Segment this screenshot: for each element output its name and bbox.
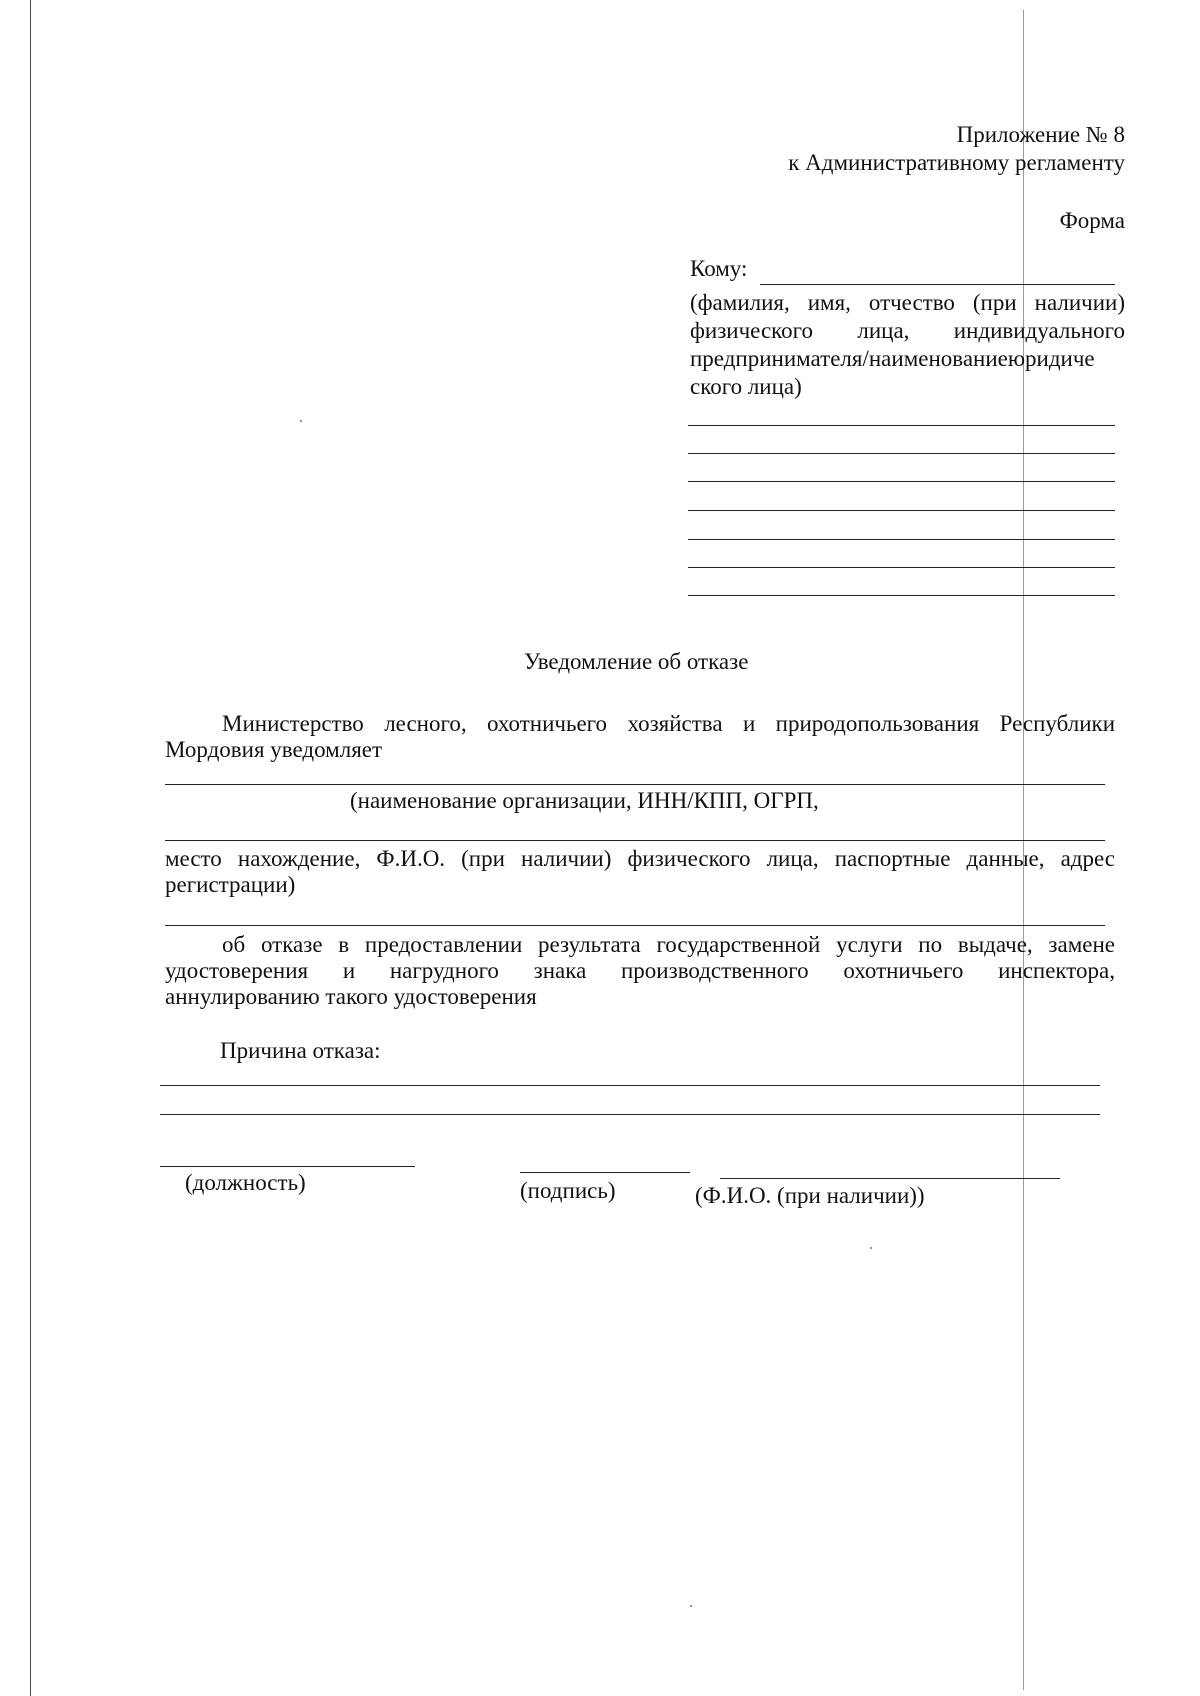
appendix-number: Приложение № 8 bbox=[956, 122, 1125, 147]
refusal-line2: удостоверения и нагрудного знака производственного охотничьего инспектора, bbox=[165, 958, 1115, 983]
recipient-hint-line4: ского лица) bbox=[690, 374, 802, 399]
recipient-address-line[interactable] bbox=[688, 567, 1115, 568]
form-label: Форма bbox=[1059, 208, 1125, 233]
recipient-address-line[interactable] bbox=[688, 539, 1115, 540]
notice-title: Уведомление об отказе bbox=[524, 649, 749, 674]
recipient-address-line[interactable] bbox=[688, 425, 1115, 426]
scan-speck bbox=[870, 1247, 872, 1249]
reason-line[interactable] bbox=[160, 1085, 1100, 1086]
refusal-line1: об отказе в предоставлении результата государственной услуги по выдаче, замене bbox=[222, 932, 1115, 957]
recipient-name-line[interactable] bbox=[760, 284, 1115, 285]
recipient-hint-line2: физического лица, индивидуального bbox=[690, 318, 1125, 343]
recipient-address-line[interactable] bbox=[688, 481, 1115, 482]
full-name-label: (Ф.И.О. (при наличии)) bbox=[695, 1183, 925, 1208]
organization-hint: (наименование организации, ИНН/КПП, ОГРП, bbox=[350, 788, 819, 813]
person-hint-line2: регистрации) bbox=[165, 872, 296, 897]
to-label: Кому: bbox=[690, 256, 748, 281]
recipient-address-line[interactable] bbox=[688, 595, 1115, 596]
organization-line[interactable] bbox=[165, 784, 1105, 785]
intro-line2: Мордовия уведомляет bbox=[165, 737, 383, 762]
person-hint-line1: место нахождение, Ф.И.О. (при наличии) физического лица, паспортные данные, адрес bbox=[165, 846, 1115, 871]
regulation-reference: к Административному регламенту bbox=[788, 150, 1125, 175]
signature-line[interactable] bbox=[520, 1172, 690, 1173]
position-line[interactable] bbox=[160, 1166, 415, 1167]
scan-edge-left bbox=[30, 0, 31, 1696]
recipient-address-line[interactable] bbox=[688, 453, 1115, 454]
recipient-hint-line1: (фамилия, имя, отчество (при наличии) bbox=[690, 290, 1125, 315]
intro-line1: Министерство лесного, охотничьего хозяйства и природопользования Республики bbox=[222, 711, 1115, 736]
scan-speck bbox=[690, 1605, 692, 1607]
recipient-hint-line3: предпринимателя/наименованиеюридиче bbox=[690, 346, 1095, 371]
signature-label: (подпись) bbox=[520, 1178, 616, 1203]
reason-line[interactable] bbox=[160, 1114, 1100, 1115]
refusal-line3: аннулированию такого удостоверения bbox=[165, 984, 537, 1009]
reason-label: Причина отказа: bbox=[220, 1038, 381, 1063]
recipient-address-line[interactable] bbox=[688, 510, 1115, 511]
full-name-line[interactable] bbox=[720, 1178, 1060, 1179]
person-line[interactable] bbox=[165, 840, 1105, 841]
scan-speck bbox=[300, 420, 302, 422]
details-line[interactable] bbox=[165, 925, 1105, 926]
position-label: (должность) bbox=[185, 1170, 306, 1195]
